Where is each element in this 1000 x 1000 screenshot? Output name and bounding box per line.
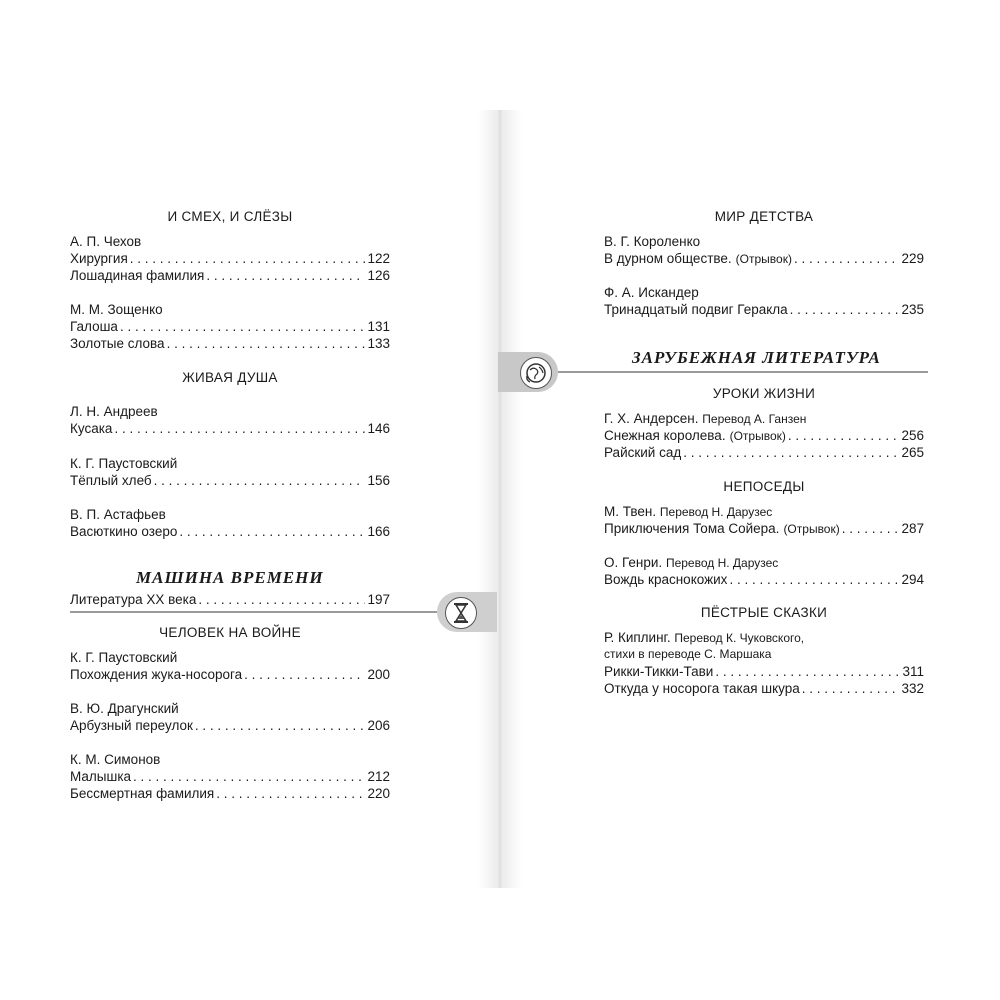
- section-title: ЖИВАЯ ДУША: [182, 370, 278, 385]
- author: В. П. Астафьев: [70, 507, 166, 522]
- toc-entry[interactable]: Васюткино озеро . . . 166: [70, 523, 390, 540]
- author: А. П. Чехов: [70, 234, 142, 249]
- hourglass-icon: [445, 597, 477, 629]
- section-title: ЧЕЛОВЕК НА ВОЙНЕ: [159, 625, 301, 640]
- toc-entry[interactable]: Лошадиная фамилия . . . 126: [70, 267, 390, 284]
- toc-entry[interactable]: Тринадцатый подвиг Геракла . . . 235: [604, 301, 924, 318]
- toc-entry[interactable]: Арбузный переулок . . . 206: [70, 717, 390, 734]
- toc-entry[interactable]: В дурном обществе. (Отрывок) . . . 229: [604, 250, 924, 268]
- author: Г. Х. Андерсен. Перевод А. Ганзен: [604, 411, 807, 426]
- toc-entry[interactable]: Тёплый хлеб . . . 156: [70, 472, 390, 489]
- section-title: УРОКИ ЖИЗНИ: [712, 386, 816, 401]
- author: М. Твен. Перевод Н. Дарузес: [604, 504, 773, 519]
- toc-entry[interactable]: Кусака . . . 146: [70, 420, 390, 437]
- author: Р. Киплинг. Перевод К. Чуковского,: [604, 630, 805, 645]
- toc-entry[interactable]: Приключения Тома Сойера. (Отрывок) . . . 287: [604, 520, 924, 538]
- toc-entry[interactable]: Снежная королева. (Отрывок) . . . 256: [604, 427, 924, 445]
- book-spine: [478, 110, 522, 888]
- author: К. Г. Паустовский: [70, 456, 178, 471]
- toc-entry[interactable]: Золотые слова . . . 133: [70, 335, 390, 352]
- part-tab: [437, 592, 497, 632]
- toc-entry[interactable]: Вождь краснокожих . . . 294: [604, 571, 924, 588]
- toc-entry[interactable]: Галоша . . . 131: [70, 318, 390, 335]
- toc-entry[interactable]: Хирургия . . . 122: [70, 250, 390, 267]
- toc-entry[interactable]: Бессмертная фамилия . . . 220: [70, 785, 390, 802]
- section-title: МИР ДЕТСТВА: [714, 209, 814, 224]
- toc-entry[interactable]: Райский сад . . . 265: [604, 444, 924, 461]
- part-title: ЗАРУБЕЖНАЯ ЛИТЕРАТУРА: [632, 348, 881, 367]
- section-title: И СМЕХ, И СЛЁЗЫ: [167, 209, 293, 224]
- toc-entry[interactable]: Рикки-Тикки-Тави . . . 311: [604, 663, 924, 680]
- translator-note: стихи в переводе С. Маршака: [604, 647, 772, 661]
- part-tab: [498, 352, 558, 392]
- toc-entry[interactable]: Откуда у носорога такая шкура . . . 332: [604, 680, 924, 697]
- author: О. Генри. Перевод Н. Дарузес: [604, 555, 779, 570]
- toc-entry[interactable]: Литература XX века . . . 197: [70, 591, 390, 608]
- author: К. М. Симонов: [70, 752, 161, 767]
- divider-rule: [558, 371, 928, 373]
- author: К. Г. Паустовский: [70, 650, 178, 665]
- section-title: НЕПОСЕДЫ: [723, 479, 805, 494]
- toc-entry[interactable]: Похождения жука-носорога . . . 200: [70, 666, 390, 683]
- section-title: ПЁСТРЫЕ СКАЗКИ: [700, 605, 828, 620]
- author: Л. Н. Андреев: [70, 404, 158, 419]
- globe-icon: [520, 357, 552, 389]
- part-title: МАШИНА ВРЕМЕНИ: [136, 568, 324, 587]
- author: Ф. А. Искандер: [604, 285, 699, 300]
- author: В. Ю. Драгунский: [70, 701, 179, 716]
- divider-rule: [70, 611, 438, 613]
- author: М. М. Зощенко: [70, 302, 163, 317]
- author: В. Г. Короленко: [604, 234, 701, 249]
- toc-entry[interactable]: Малышка . . . 212: [70, 768, 390, 785]
